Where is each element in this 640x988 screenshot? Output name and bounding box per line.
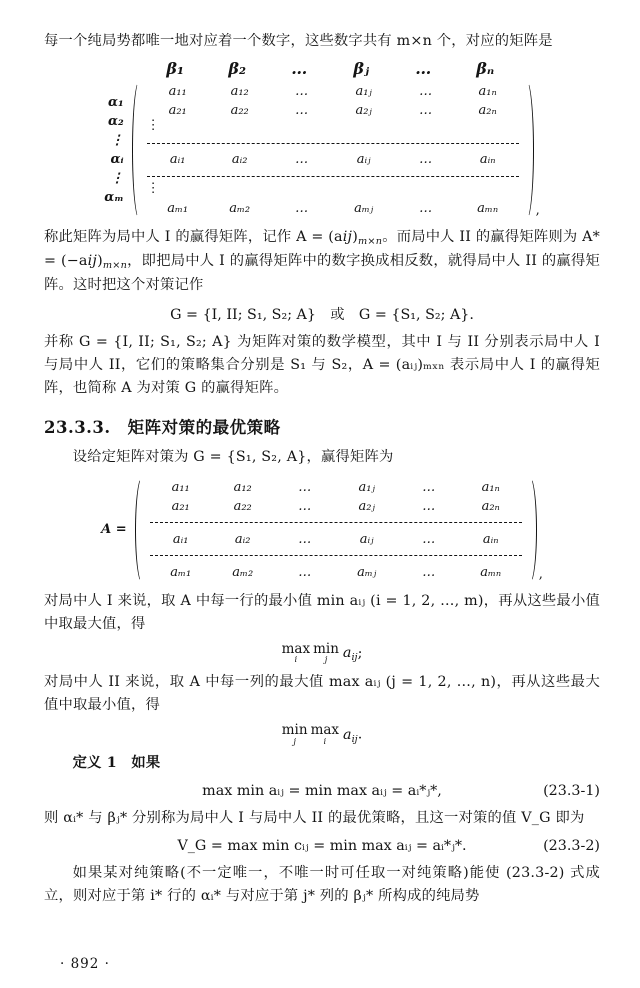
matrix1-trailing-punct: ,: [535, 203, 540, 219]
paragraph-player2-maxmin: 对局中人 II 来说，取 A 中每一列的最大值 max aᵢⱼ (j = 1, 2, …, n)，再从这些最大值中取最小值，得: [44, 673, 600, 713]
matrix-cell: …: [422, 564, 436, 580]
matrix-cell: a₂₂: [230, 103, 249, 119]
matrix-cell: …: [295, 201, 309, 217]
matrix-cell: …: [295, 152, 309, 168]
matrix-cell: a₁₂: [230, 84, 249, 100]
matrix2-label: A =: [101, 522, 127, 538]
matrix-cell: aₘ₁: [170, 564, 192, 580]
matrix1-col-label: β₂: [228, 59, 246, 79]
matrix2-trailing-punct: ,: [538, 566, 543, 582]
matrix-cell: aᵢ₂: [234, 531, 251, 547]
matrix-vertical-dots: ⋮: [146, 181, 160, 197]
paragraph-player1-minmax: 对局中人 I 来说，取 A 中每一行的最小值 min aᵢⱼ (i = 1, 2, …, m)，再从这些最小值中取最大值，得: [44, 592, 600, 632]
paragraph-given-matrix-game: 设给定矩阵对策为 G = {S₁, S₂, A}，赢得矩阵为: [72, 449, 394, 466]
matrix1-body: [104, 80, 540, 220]
text-run: ): [352, 229, 358, 246]
matrix-A: [44, 476, 600, 584]
matrix1-row-label: α₂: [107, 114, 124, 130]
equation-332-line: [44, 838, 600, 854]
matrix1-bracket-left: [130, 80, 143, 220]
matrix-cell: …: [422, 479, 436, 495]
paragraph-model-explanation: 并称 G = {I, II; S₁, S₂; A} 为矩阵对策的数学模型，其中 I 与 II 分别表示局中人 I 与局中人 II，它们的策略集合分别是 S₁ 与 S₂，A = (aᵢⱼ)ₘₓₙ 表示局中人 I 的赢得矩阵，也简称 A 为对策 G 的赢得矩阵。: [44, 334, 600, 397]
matrix1-row-label: αᵢ: [110, 152, 124, 168]
equation-332: V_G = max min cᵢⱼ = min max aᵢⱼ = aᵢ*ⱼ*.: [177, 838, 467, 855]
matrix-cell: a₁₁: [168, 84, 187, 100]
operator-min: min j: [313, 640, 339, 665]
matrix1-col-label: β₁: [166, 59, 184, 79]
definition-label: 定义 1 如果: [72, 755, 161, 771]
matrix-cell: a₂ⱼ: [355, 103, 372, 119]
matrix-row: [150, 478, 522, 497]
matrix-cell: aₘⱼ: [357, 564, 377, 580]
matrix-cell: …: [419, 201, 433, 217]
operator-max: max i: [310, 722, 340, 746]
page-body-column: [44, 30, 600, 912]
matrix-cell: aᵢₙ: [479, 152, 496, 168]
matrix1-row-label: αₘ: [104, 190, 124, 206]
matrix1-bracket-right: [523, 80, 536, 220]
paragraph-pure-strategy: 如果某对纯策略(不一定唯一，不唯一时可任取一对纯策略)能使 (23.3-2) 式成立，则对应于第 i* 行的 αᵢ* 与对应于第 j* 列的 βⱼ* 所构成的纯局势: [44, 865, 600, 905]
matrix1-col-label: …: [291, 59, 308, 79]
matrix-dashed-rule: [150, 549, 522, 563]
matrix-cell: …: [419, 103, 433, 119]
matrix-row: [150, 497, 522, 516]
text-run: ): [97, 253, 103, 269]
matrix-cell: a₁ₙ: [481, 479, 500, 495]
matrix-cell: aₘⱼ: [354, 201, 374, 217]
matrix1-row-label: ⋮: [110, 171, 124, 187]
operator-max: max i: [281, 640, 311, 665]
matrix1-grid: [143, 80, 523, 220]
matrix1-col-label: …: [415, 59, 432, 79]
matrix-row: [147, 150, 519, 169]
page-number: · 892 ·: [60, 956, 110, 972]
matrix-dashed-rule: [147, 136, 519, 150]
matrix-cell: a₁ⱼ: [355, 84, 372, 100]
paragraph-intro: 每一个纯局势都唯一地对应着一个数字，这些数字共有 m×n 个，对应的矩阵是: [44, 33, 553, 49]
matrix-cell: a₂₁: [171, 498, 190, 514]
paragraph-payoff-definition: 称此矩阵为局中人 I 的赢得矩阵，记作 $A = (aij)_{m\times n}$。而局中人 II 的赢得矩阵则为 $A* = (-aij)_{m\times n}$，即把局中人 I 的赢得矩阵中的数字换成相反数，就得局中人 II 的赢得矩阵。这时把这个对策记作: [44, 229, 600, 293]
matrix-cell: aᵢⱼ: [356, 152, 371, 168]
section-heading: 23.3.3. 矩阵对策的最优策略: [44, 418, 281, 438]
matrix-cell: a₂₂: [233, 498, 252, 514]
matrix-cell: …: [419, 152, 433, 168]
operator-min: min j: [281, 722, 308, 746]
matrix1-row-label: α₁: [107, 95, 124, 111]
text-run: ，即把局中人 I 的赢得矩阵中的数字换成相反数，就得局中人 II 的赢得矩阵。这时把这个对策记作: [44, 253, 600, 293]
matrix2-bracket-right: [526, 476, 539, 584]
text-run: 称此矩阵为局中人 I 的赢得矩阵，记作 A = (a: [44, 229, 343, 246]
matrix-cell: a₁ⱼ: [358, 479, 375, 495]
matrix-cell: aₘ₂: [232, 564, 254, 580]
equation-332-number: (23.3-2): [543, 838, 600, 855]
matrix-cell: …: [422, 531, 436, 547]
matrix-cell: …: [422, 498, 436, 514]
matrix-row: [147, 101, 519, 120]
matrix-cell: …: [295, 84, 309, 100]
equation-game-model: G = {I, II; S₁, S₂; A} 或 G = {S₁, S₂; A}.: [170, 307, 474, 323]
matrix-cell: aᵢⱼ: [359, 531, 374, 547]
matrix-cell: aᵢ₂: [231, 152, 248, 168]
equation-331-number: (23.3-1): [543, 783, 600, 800]
matrix-cell: …: [298, 479, 312, 495]
matrix-cell: a₂ₙ: [478, 103, 497, 119]
matrix-cell: a₂₁: [168, 103, 187, 119]
matrix-cell: aₘₙ: [477, 201, 499, 217]
paragraph-optimal-strategy: 则 αᵢ* 与 βⱼ* 分别称为局中人 I 与局中人 II 的最优策略，且这一对策的值 V_G 即为: [44, 810, 585, 827]
matrix-row: [147, 82, 519, 101]
matrix-vertical-dots: ⋮: [146, 118, 160, 134]
matrix-dashed-rule: [147, 169, 519, 183]
equation-331-line: [44, 783, 600, 799]
matrix-cell: aₘₙ: [480, 564, 502, 580]
matrix2-body: [101, 476, 543, 584]
matrix1-col-label: βⱼ: [353, 59, 369, 79]
matrix-cell: a₂ₙ: [481, 498, 500, 514]
matrix-cell: a₂ⱼ: [358, 498, 375, 514]
matrix-cell: aₘ₂: [229, 201, 251, 217]
matrix-cell: aₘ₁: [167, 201, 189, 217]
equation-maxmin: max i min j $a_{ij}$;: [281, 640, 363, 665]
matrix-cell: …: [298, 564, 312, 580]
equation-minmax: min j max i $a_{ij}$.: [281, 722, 363, 746]
matrix-cell: a₁ₙ: [478, 84, 497, 100]
matrix-cell: …: [295, 103, 309, 119]
matrix-row: [150, 563, 522, 582]
matrix1-col-label: βₙ: [476, 59, 495, 79]
matrix2-bracket-left: [133, 476, 146, 584]
matrix1-row-labels: [104, 80, 129, 220]
matrix-cell: a₁₁: [171, 479, 190, 495]
matrix2-grid: [146, 476, 526, 584]
matrix-cell: aᵢ₁: [169, 152, 186, 168]
matrix1-column-labels: [144, 59, 516, 78]
matrix-dashed-rule: [150, 516, 522, 530]
matrix-cell: …: [298, 531, 312, 547]
matrix-cell: aᵢₙ: [482, 531, 499, 547]
text-run: 。而局中人 II 的赢得矩阵则为 A* = (−a: [44, 229, 600, 269]
matrix-row: [147, 199, 519, 218]
matrix-row: [150, 530, 522, 549]
matrix-cell: …: [298, 498, 312, 514]
matrix-cell: a₁₂: [233, 479, 252, 495]
matrix-cell: aᵢ₁: [172, 531, 189, 547]
equation-331: max min aᵢⱼ = min max aᵢⱼ = aᵢ*ⱼ*,: [202, 783, 442, 800]
matrix-cell: …: [419, 84, 433, 100]
matrix-payoff-labeled: [44, 59, 600, 220]
matrix1-row-label: ⋮: [110, 133, 124, 149]
